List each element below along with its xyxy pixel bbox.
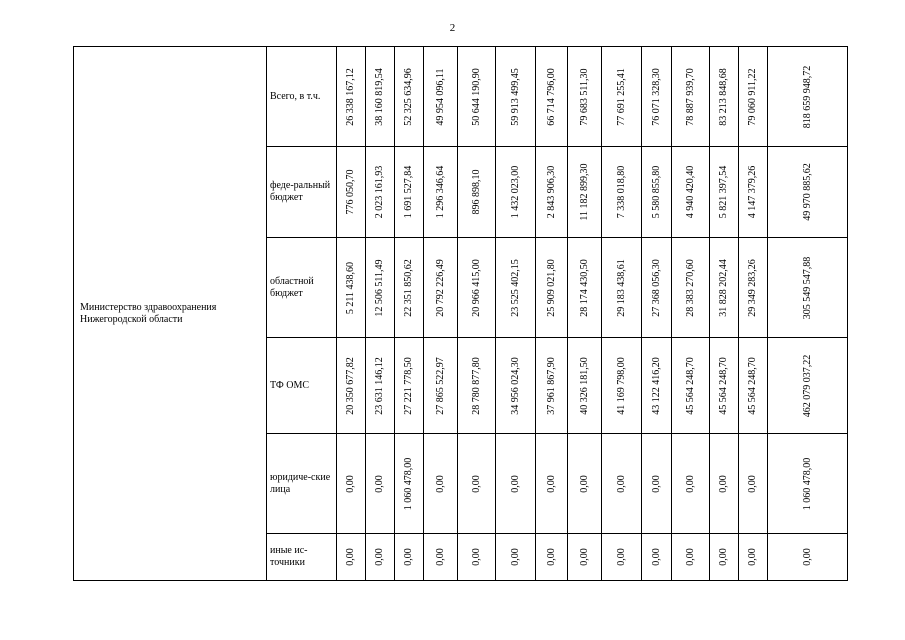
value-text: 818 659 948,72: [801, 65, 813, 128]
value-cell: [496, 534, 536, 581]
value-cell: [768, 238, 848, 338]
value-text: 1 060 478,00: [403, 457, 414, 510]
value-text: 1 060 478,00: [801, 457, 813, 510]
value-text: 0,00: [747, 474, 758, 493]
value-text: 79 683 511,30: [578, 67, 590, 126]
funding-source-label: ТФ ОМС: [267, 338, 337, 434]
value-text: 78 887 939,70: [684, 67, 696, 126]
value-text: 45 564 248,70: [684, 356, 696, 415]
value-cell: [424, 434, 458, 534]
value-text: 28 780 877,80: [470, 356, 482, 415]
value-cell: [710, 47, 739, 147]
value-text: 0,00: [545, 474, 557, 493]
value-text: 896 898,10: [470, 169, 482, 215]
organization-name: Министерство здравоохранения Нижегородской области: [74, 47, 267, 581]
value-text: 0,00: [747, 548, 758, 566]
value-cell: [768, 338, 848, 434]
value-cell: [739, 534, 768, 581]
value-text: 45 564 248,70: [747, 356, 758, 415]
value-cell: [337, 434, 366, 534]
value-cell: [672, 534, 710, 581]
value-cell: [424, 534, 458, 581]
value-text: 0,00: [470, 548, 482, 566]
funding-source-label: иные ис-точники: [267, 534, 337, 581]
value-cell: [337, 534, 366, 581]
value-text: 29 349 283,26: [747, 258, 758, 317]
value-text: 27 368 056,30: [650, 258, 662, 317]
value-cell: [672, 47, 710, 147]
value-cell: [568, 47, 602, 147]
value-cell: [395, 338, 424, 434]
value-cell: [395, 238, 424, 338]
funding-source-label: областной бюджет: [267, 238, 337, 338]
value-cell: [337, 47, 366, 147]
value-text: 43 122 416,20: [650, 356, 662, 415]
value-cell: [458, 47, 496, 147]
value-cell: [768, 434, 848, 534]
value-cell: [710, 147, 739, 238]
value-text: 0,00: [434, 474, 446, 493]
value-text: 776 050,70: [345, 169, 356, 215]
budget-table: [73, 46, 848, 581]
value-cell: [337, 238, 366, 338]
value-text: 5 580 855,80: [650, 165, 662, 219]
value-text: 66 714 796,00: [545, 67, 557, 126]
value-cell: [458, 338, 496, 434]
value-cell: [642, 238, 672, 338]
value-text: 1 691 527,84: [403, 165, 414, 219]
value-text: 28 174 430,50: [578, 258, 590, 317]
value-cell: [710, 534, 739, 581]
value-cell: [710, 434, 739, 534]
value-text: 0,00: [509, 548, 521, 566]
value-cell: [496, 147, 536, 238]
value-text: 41 169 798,00: [615, 356, 627, 415]
value-cell: [366, 238, 395, 338]
value-cell: [496, 47, 536, 147]
value-text: 20 966 415,00: [470, 258, 482, 317]
value-text: 1 296 346,64: [434, 165, 446, 219]
value-cell: [536, 338, 568, 434]
value-text: 34 956 024,30: [509, 356, 521, 415]
value-text: 27 865 522,97: [434, 356, 446, 415]
value-text: 0,00: [345, 474, 356, 493]
value-text: 22 351 850,62: [403, 258, 414, 317]
value-text: 79 060 911,22: [747, 67, 758, 126]
value-cell: [710, 238, 739, 338]
value-cell: [366, 338, 395, 434]
value-cell: [496, 338, 536, 434]
value-text: 76 071 328,30: [650, 67, 662, 126]
value-text: 0,00: [615, 474, 627, 493]
value-cell: [424, 338, 458, 434]
value-cell: [424, 147, 458, 238]
value-cell: [568, 238, 602, 338]
value-cell: [672, 434, 710, 534]
value-cell: [672, 338, 710, 434]
value-cell: [536, 534, 568, 581]
value-cell: [536, 47, 568, 147]
value-cell: [602, 47, 642, 147]
value-cell: [568, 338, 602, 434]
value-text: 31 828 202,44: [718, 258, 729, 317]
value-text: 0,00: [470, 474, 482, 493]
value-text: 52 325 634,96: [403, 67, 414, 126]
value-cell: [739, 47, 768, 147]
value-text: 0,00: [684, 548, 696, 566]
value-text: 0,00: [545, 548, 557, 566]
value-text: 23 525 402,15: [509, 258, 521, 317]
value-text: 0,00: [650, 548, 662, 566]
value-text: 7 338 018,80: [615, 165, 627, 219]
value-cell: [710, 338, 739, 434]
value-cell: [642, 47, 672, 147]
value-text: 23 631 146,12: [374, 356, 385, 415]
table-row: [74, 47, 848, 147]
value-text: 26 338 167,12: [345, 67, 356, 126]
value-text: 0,00: [509, 474, 521, 493]
value-cell: [568, 147, 602, 238]
value-cell: [672, 238, 710, 338]
value-text: 37 961 867,90: [545, 356, 557, 415]
value-cell: [568, 534, 602, 581]
value-text: 0,00: [650, 474, 662, 493]
value-text: 27 221 778,50: [403, 356, 414, 415]
value-cell: [395, 47, 424, 147]
value-text: 28 383 270,60: [684, 258, 696, 317]
value-text: 0,00: [374, 548, 385, 566]
value-cell: [395, 147, 424, 238]
value-cell: [458, 534, 496, 581]
value-text: 20 792 226,49: [434, 258, 446, 317]
value-cell: [768, 47, 848, 147]
value-text: 5 821 397,54: [718, 165, 729, 219]
value-text: 0,00: [684, 474, 696, 493]
value-cell: [366, 534, 395, 581]
value-cell: [602, 238, 642, 338]
value-text: 38 160 819,54: [374, 67, 385, 126]
value-text: 40 326 181,50: [578, 356, 590, 415]
value-text: 0,00: [345, 548, 356, 566]
value-cell: [739, 434, 768, 534]
value-cell: [337, 338, 366, 434]
funding-source-label: феде-ральный бюджет: [267, 147, 337, 238]
value-cell: [366, 147, 395, 238]
value-cell: [602, 147, 642, 238]
funding-source-label: Всего, в т.ч.: [267, 47, 337, 147]
value-cell: [602, 534, 642, 581]
value-cell: [642, 338, 672, 434]
value-cell: [366, 434, 395, 534]
value-cell: [496, 434, 536, 534]
value-text: 49 954 096,11: [434, 67, 446, 126]
value-text: 0,00: [801, 548, 813, 566]
value-cell: [536, 434, 568, 534]
value-text: 45 564 248,70: [718, 356, 729, 415]
value-text: 25 909 021,80: [545, 258, 557, 317]
value-cell: [768, 534, 848, 581]
value-text: 0,00: [615, 548, 627, 566]
value-cell: [642, 434, 672, 534]
value-cell: [458, 238, 496, 338]
value-cell: [395, 434, 424, 534]
value-text: 305 549 547,88: [801, 256, 813, 319]
value-text: 0,00: [718, 548, 729, 566]
value-text: 0,00: [403, 548, 414, 566]
value-text: 2 843 906,30: [545, 165, 557, 219]
value-text: 5 211 438,60: [345, 261, 356, 314]
value-cell: [536, 238, 568, 338]
value-cell: [458, 147, 496, 238]
value-cell: [602, 338, 642, 434]
value-cell: [642, 147, 672, 238]
value-cell: [672, 147, 710, 238]
value-text: 462 079 037,22: [801, 354, 813, 417]
value-text: 2 023 161,93: [374, 165, 385, 219]
value-text: 0,00: [374, 474, 385, 493]
value-text: 83 213 848,68: [718, 67, 729, 126]
value-text: 49 970 885,62: [801, 163, 813, 221]
value-cell: [395, 534, 424, 581]
value-cell: [602, 434, 642, 534]
value-text: 20 350 677,82: [345, 356, 356, 415]
value-text: 59 913 499,45: [509, 67, 521, 126]
value-cell: [496, 238, 536, 338]
value-text: 1 432 023,00: [509, 165, 521, 219]
value-text: 0,00: [718, 474, 729, 493]
value-cell: [739, 238, 768, 338]
value-cell: [739, 338, 768, 434]
value-cell: [568, 434, 602, 534]
value-cell: [458, 434, 496, 534]
value-cell: [424, 238, 458, 338]
value-text: 29 183 438,61: [615, 258, 627, 317]
value-cell: [337, 147, 366, 238]
value-cell: [366, 47, 395, 147]
value-text: 0,00: [578, 548, 590, 566]
value-cell: [739, 147, 768, 238]
value-text: 12 506 511,49: [374, 258, 385, 317]
value-text: 11 182 899,30: [578, 163, 590, 221]
value-cell: [642, 534, 672, 581]
value-cell: [768, 147, 848, 238]
page-number: 2: [449, 22, 456, 34]
value-cell: [536, 147, 568, 238]
funding-source-label: юридиче-ские лица: [267, 434, 337, 534]
value-text: 0,00: [434, 548, 446, 566]
value-cell: [424, 47, 458, 147]
value-text: 77 691 255,41: [615, 67, 627, 126]
value-text: 0,00: [578, 474, 590, 493]
value-text: 4 147 379,26: [747, 165, 758, 219]
value-text: 4 940 420,40: [684, 165, 696, 219]
value-text: 50 644 190,90: [470, 67, 482, 126]
